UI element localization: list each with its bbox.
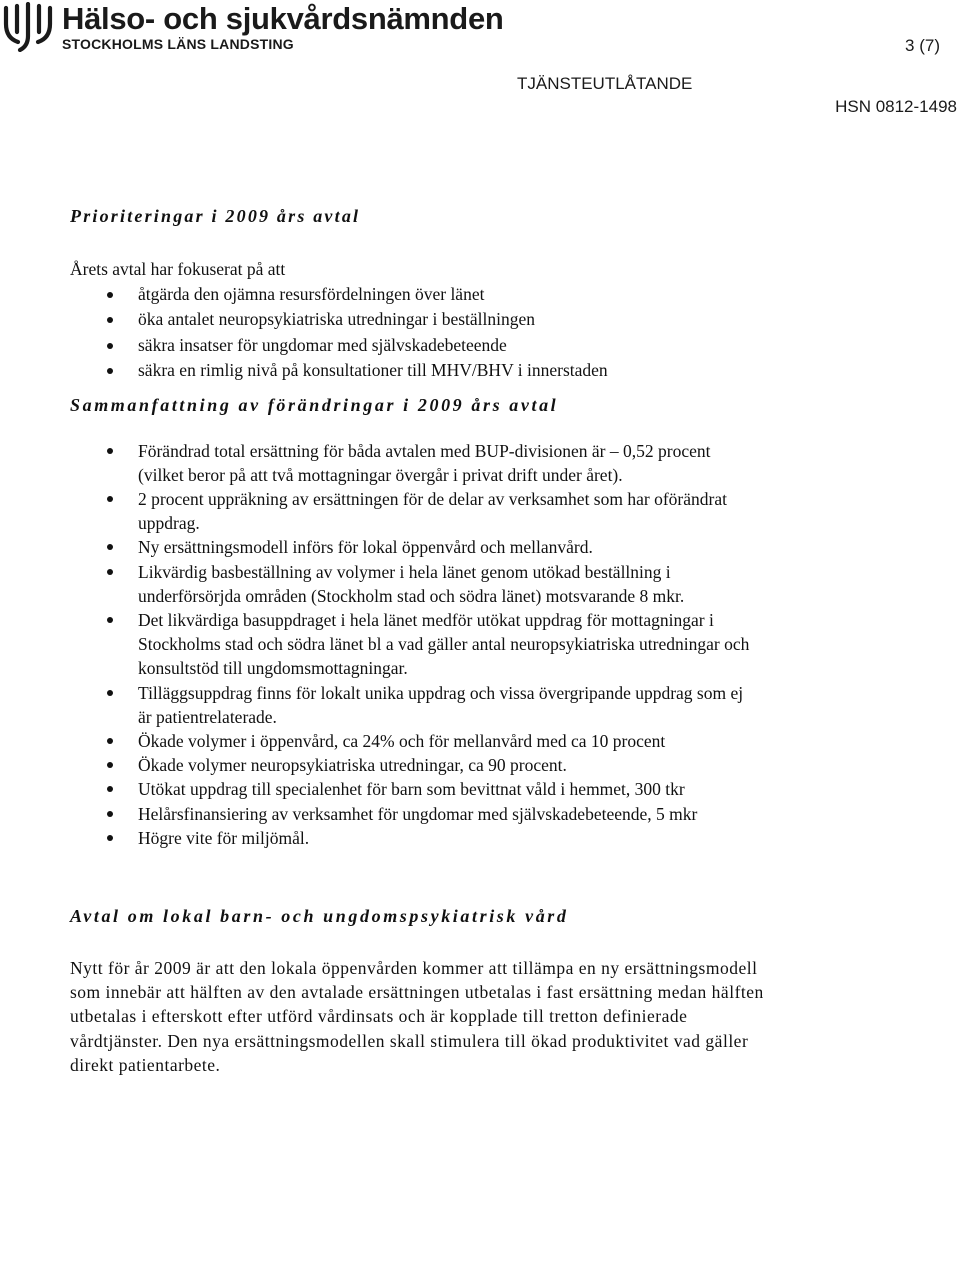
list-item: Likvärdig basbeställning av volymer i hela länet genom utökad beställning i underförsörjda områden (Stockholm stad och södra länet) motsvarande 8 mkr. xyxy=(70,560,760,608)
list-item: Tilläggsuppdrag finns för lokalt unika uppdrag och vissa övergripande uppdrag som ej är patientrelaterade. xyxy=(70,681,760,729)
priorities-list xyxy=(70,282,770,384)
page-number: 3 (7) xyxy=(905,36,940,55)
document-body xyxy=(70,203,770,1077)
list-item: åtgärda den ojämna resursfördelningen över länet xyxy=(70,282,770,307)
list-item: Ökade volymer neuropsykiatriska utredningar, ca 90 procent. xyxy=(70,753,760,777)
list-item: Helårsfinansiering av verksamhet för ungdomar med självskadebeteende, 5 mkr xyxy=(70,802,760,826)
list-item: Utökat uppdrag till specialenhet för barn som bevittnat våld i hemmet, 300 tkr xyxy=(70,777,760,801)
list-item: säkra insatser för ungdomar med självskadebeteende xyxy=(70,333,770,358)
sll-logo-icon xyxy=(2,2,54,52)
list-item: Förändrad total ersättning för båda avtalen med BUP-divisionen är – 0,52 procent (vilket beror på att två mottagningar övergår i privat drift under året). xyxy=(70,439,760,487)
list-item: 2 procent uppräkning av ersättningen för de delar av verksamhet som har oförändrat uppdrag. xyxy=(70,487,760,535)
list-item: Ny ersättningsmodell införs för lokal öppenvård och mellanvård. xyxy=(70,535,760,559)
list-item: öka antalet neuropsykiatriska utredningar i beställningen xyxy=(70,307,770,332)
header-logo xyxy=(2,2,504,54)
org-name: Hälso- och sjukvårdsnämnden xyxy=(62,1,504,36)
list-item: säkra en rimlig nivå på konsultationer till MHV/BHV i innerstaden xyxy=(70,358,770,383)
heading-local-care: Avtal om lokal barn- och ungdomspsykiatrisk vård xyxy=(70,906,569,927)
list-item: Ökade volymer i öppenvård, ca 24% och för mellanvård med ca 10 procent xyxy=(70,729,760,753)
priorities-intro: Årets avtal har fokuserat på att xyxy=(70,259,286,279)
list-item: Högre vite för miljömål. xyxy=(70,826,760,850)
logo-text xyxy=(62,2,504,52)
document-type: TJÄNSTEUTLÅTANDE xyxy=(517,74,693,93)
heading-priorities: Prioriteringar i 2009 års avtal xyxy=(70,206,361,226)
local-care-paragraph: Nytt för år 2009 är att den lokala öppenvården kommer att tillämpa en ny ersättningsmodell som innebär att hälften av den avtalade ersättningen utbetalas i fast ersättning medan hälften utbetalas i efterskott efter utförd vårdinsats och är kopplade till tretton definierade vårdtjänster. Den nya ersättningsmodellen skall stimulera till ökad produktivitet vad gäller direkt patientarbete. xyxy=(70,958,764,1075)
list-item: Det likvärdiga basuppdraget i hela länet medför utökat uppdrag för mottagningar i Stockholms stad och södra länet bl a vad gäller antal neuropsykiatriska utredningar och konsultstöd till ungdomsmottagningar. xyxy=(70,608,760,681)
heading-summary: Sammanfattning av förändringar i 2009 års avtal xyxy=(70,394,559,415)
summary-list xyxy=(70,439,760,850)
document-id: HSN 0812-1498 xyxy=(835,97,957,116)
org-subtitle: STOCKHOLMS LÄNS LANDSTING xyxy=(62,36,294,52)
